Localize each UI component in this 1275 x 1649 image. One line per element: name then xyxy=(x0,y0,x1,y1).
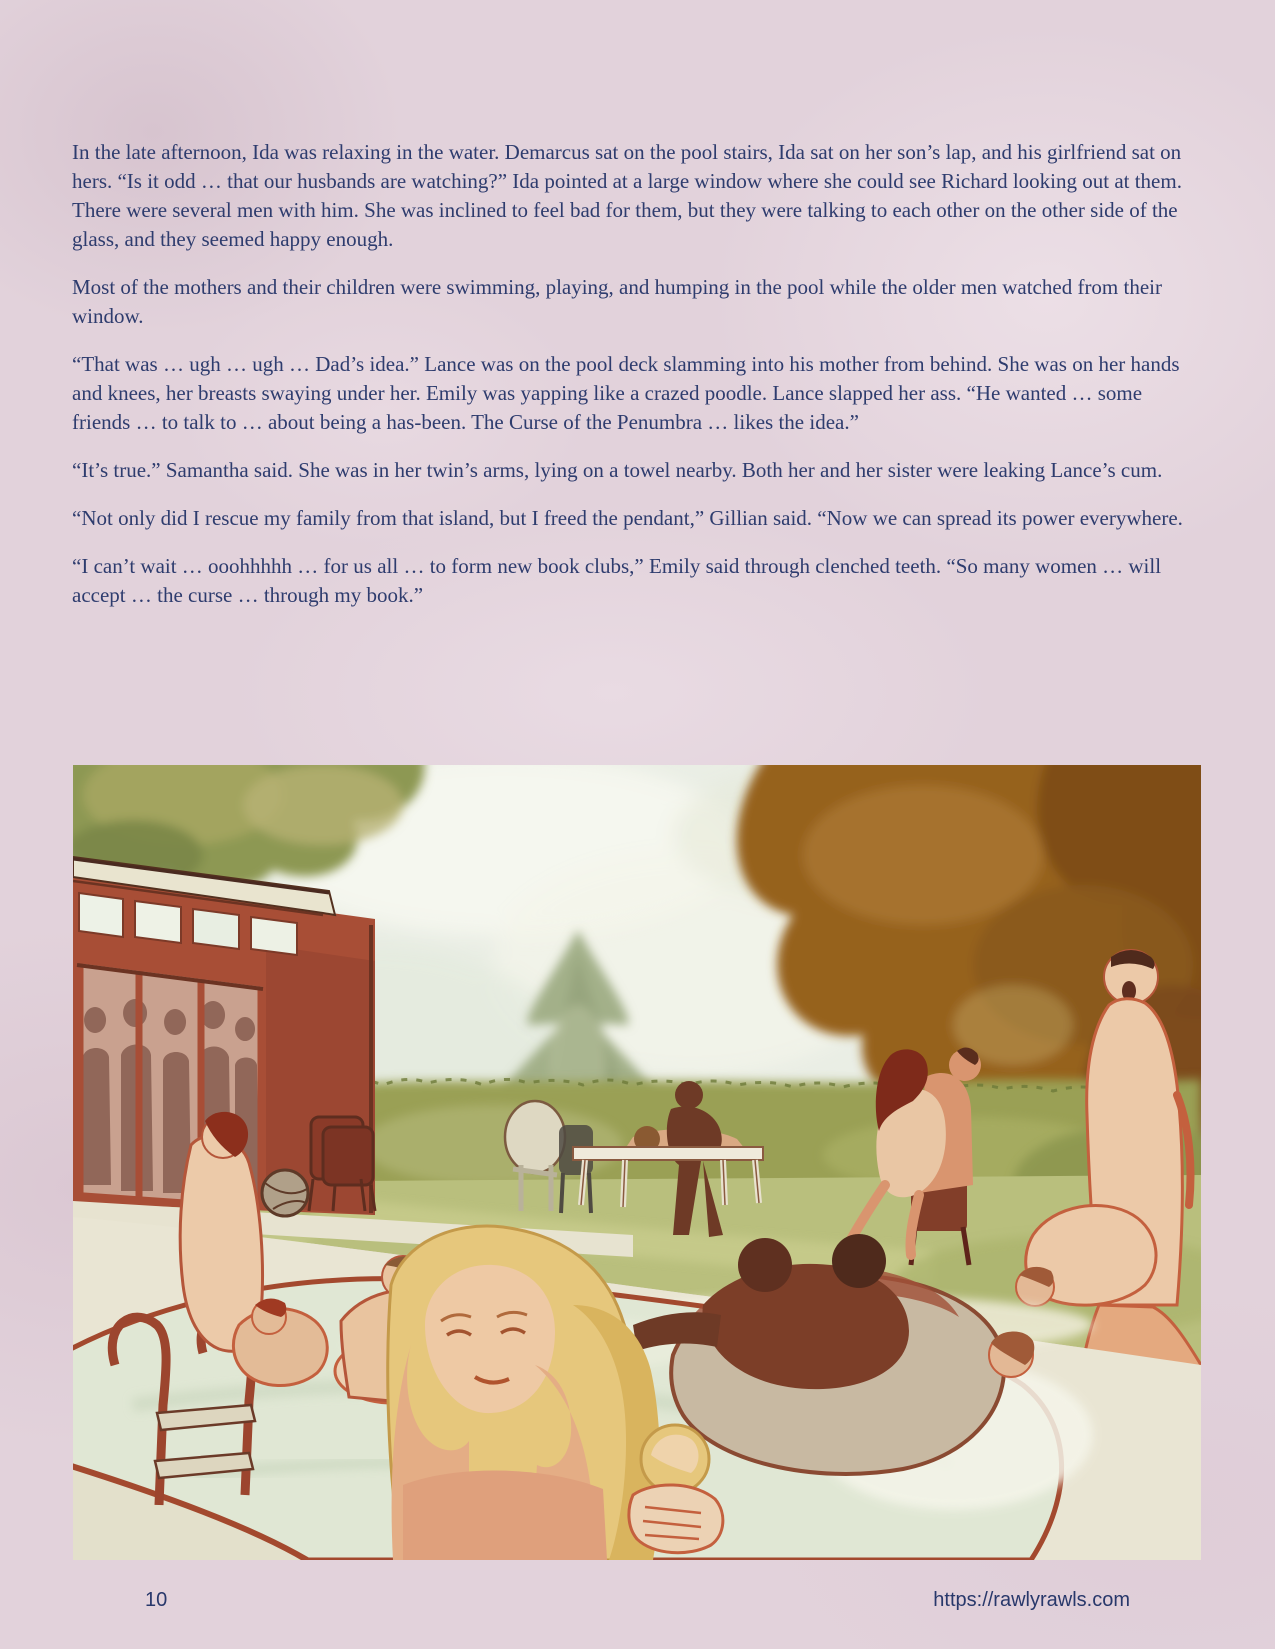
white-table xyxy=(573,1147,763,1160)
story-paragraph: Most of the mothers and their children were swimming, playing, and humping in the pool while the older men watched from their window. xyxy=(72,275,1163,328)
shoulders xyxy=(403,1470,607,1560)
clasped-hands xyxy=(629,1485,723,1553)
story-paragraph: “It’s true.” Samantha said. She was in her twin’s arms, lying on a towel nearby. Both her and her sister were leaking Lance’s cum. xyxy=(72,458,1163,482)
story-paragraph: “That was … ugh … ugh … Dad’s idea.” Lance was on the pool deck slamming into his mother from behind. She was on her hands and knees, her breasts swaying under her. Emily was yapping like a crazed poodle. Lance slapped her ass. “He wanted … some friends … to talk to … about being a has-been. The Curse of the Penumbra … likes the idea.” xyxy=(72,352,1180,434)
pool-scene-illustration xyxy=(73,765,1201,1560)
story-paragraph: “I can’t wait … ooohhhhh … for us all … to form new book clubs,” Emily said through clenched teeth. “So many women … will accept … the curse … through my book.” xyxy=(72,554,1162,607)
page-footer xyxy=(0,1589,1275,1612)
page-number: 10 xyxy=(145,1589,168,1611)
story-paragraph: “Not only did I rescue my family from that island, but I freed the pendant,” Gillian said. “Now we can spread its power everywhere. xyxy=(72,506,1183,530)
peeking-woman xyxy=(989,1331,1034,1377)
story-text xyxy=(72,138,1204,629)
story-paragraph: In the late afternoon, Ida was relaxing in the water. Demarcus sat on the pool stairs, Ida sat on her son’s lap, and his girlfriend sat on hers. “Is it odd … that our husbands are watching?” Ida pointed at a large window where she could see Richard looking out at them. There were several men with him. She was inclined to feel bad for them, but they were talking to each other on the other side of the glass, and they seemed happy enough. xyxy=(72,140,1182,251)
pool-ball xyxy=(262,1170,308,1216)
footer-url[interactable]: https://rawlyrawls.com xyxy=(933,1589,1130,1611)
white-chair xyxy=(505,1101,565,1173)
